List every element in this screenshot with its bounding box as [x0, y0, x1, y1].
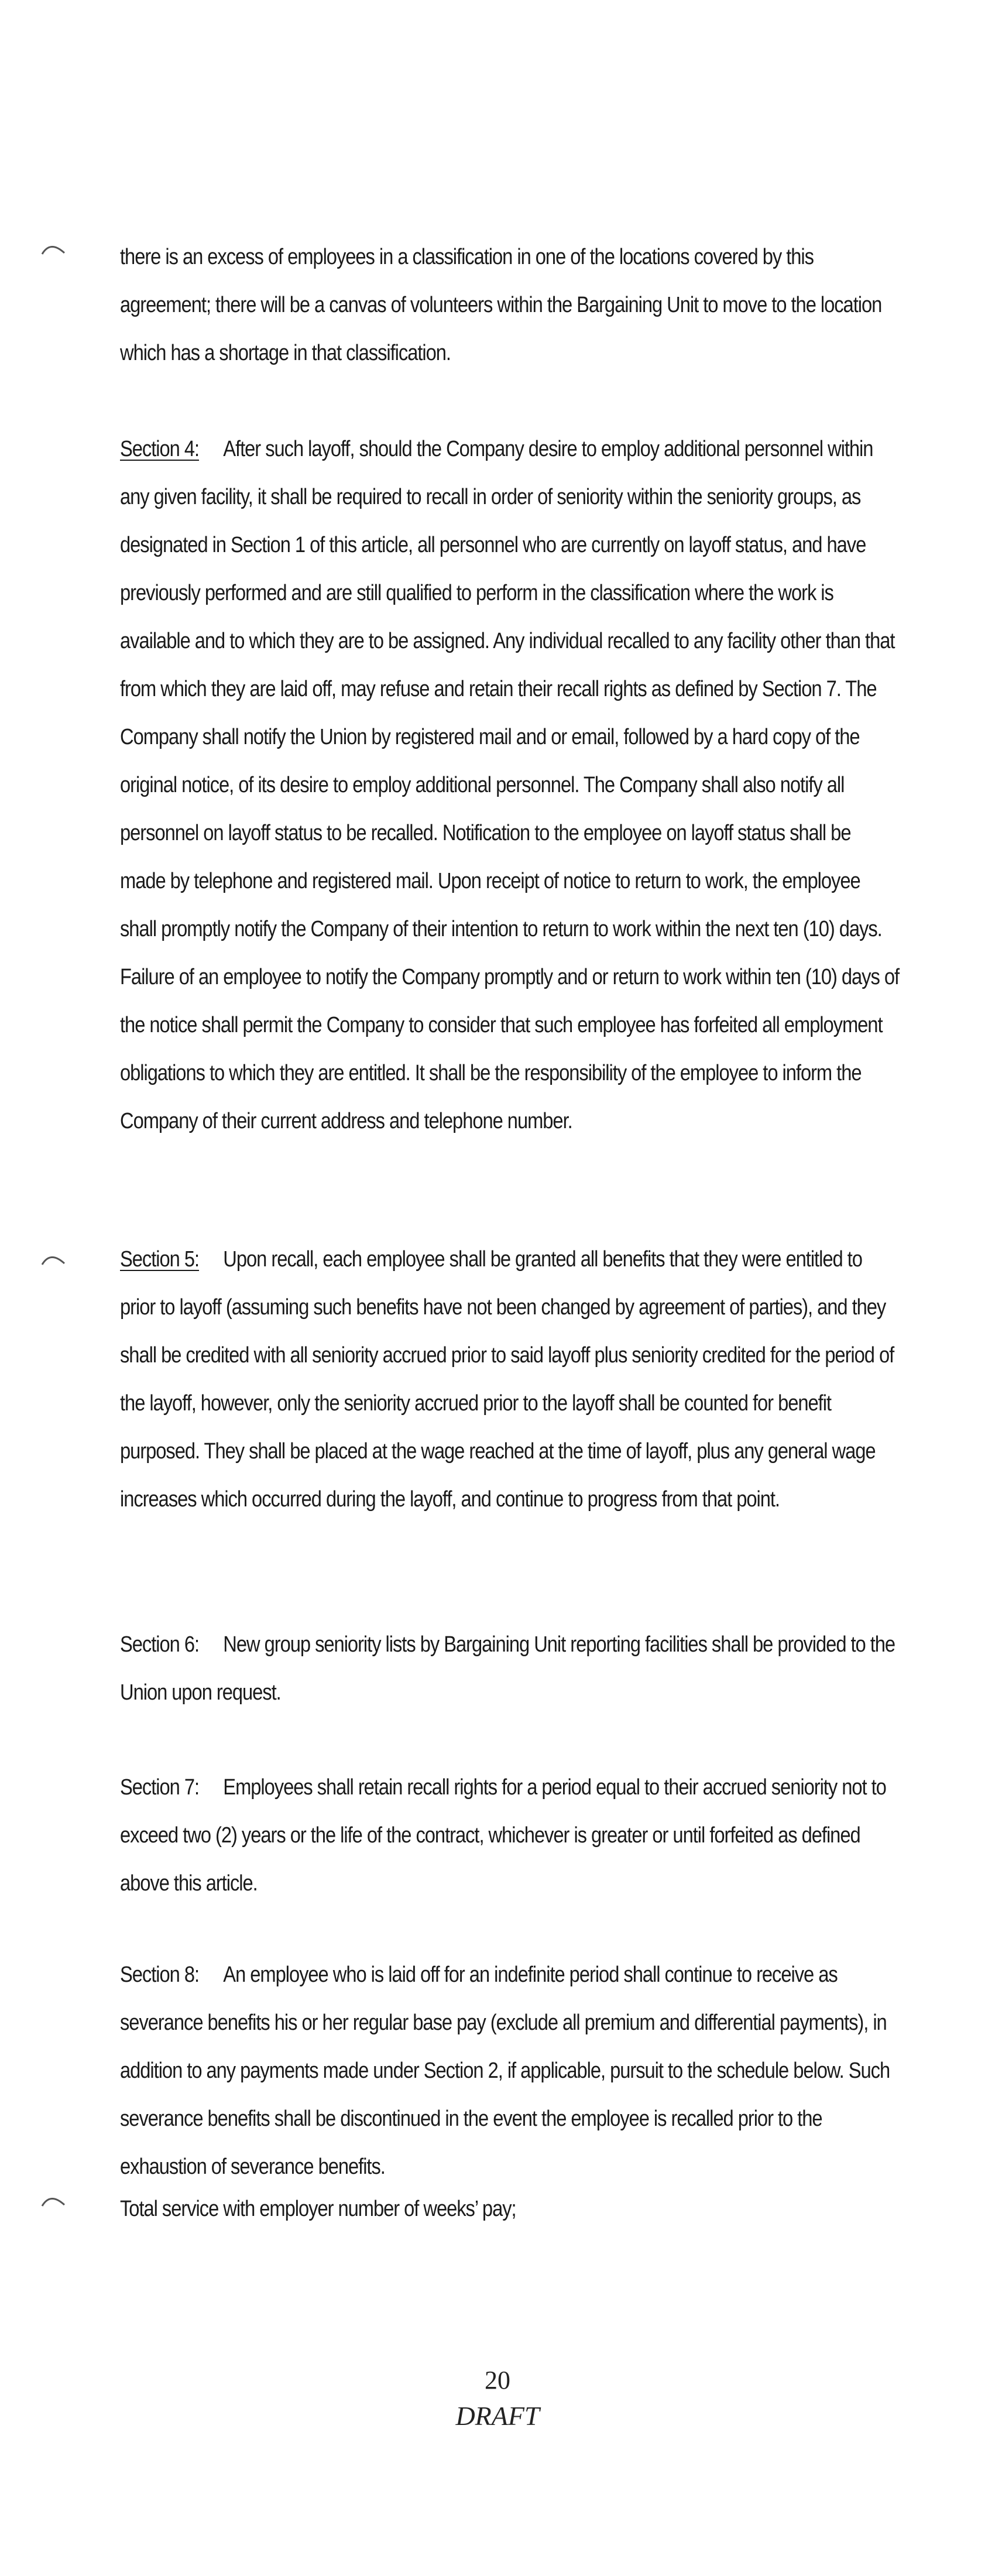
section-6-label: Section 6:	[120, 1632, 200, 1657]
section-7-text: Employees shall retain recall rights for a period equal to their accrued seniority not to exceed two (2) years or the life of the contract, whichever is greater or until forfeited as defined above this article.	[120, 1775, 886, 1896]
section-8	[120, 1951, 900, 2191]
section-6	[120, 1621, 900, 1717]
revision-arc-icon	[40, 1249, 67, 1267]
total-service-paragraph	[120, 2185, 900, 2233]
section-7-label: Section 7:	[120, 1775, 200, 1800]
continuation-paragraph	[120, 233, 900, 377]
draft-label: DRAFT	[455, 2401, 540, 2431]
section-5-label: Section 5:	[120, 1247, 200, 1272]
page-number: 20	[485, 2366, 510, 2395]
revision-arc-icon	[40, 239, 67, 256]
section-6-text: New group seniority lists by Bargaining Unit reporting facilities shall be provided to the Union upon request.	[120, 1632, 896, 1705]
total-service-text: Total service with employer number of weeks’ pay;	[120, 2197, 516, 2221]
section-5-text: Upon recall, each employee shall be granted all benefits that they were entitled to prior to layoff (assuming such benefits have not been changed by agreement of parties), and they shall be credited with all seniority accrued prior to said layoff plus seniority credited for the period of the layoff, however, only the seniority accrued prior to the layoff shall be counted for benefit purposed. They shall be placed at the wage reached at the time of layoff, plus any general wage increases which occurred during the layoff, and continue to progress from that point.	[120, 1247, 894, 1512]
section-5	[120, 1235, 900, 1523]
section-8-text: An employee who is laid off for an indefinite period shall continue to receive as severance benefits his or her regular base pay (exclude all premium and differential payments), in addition to any payments made under Section 2, if applicable, pursuit to the schedule below. Such severance benefits shall be discontinued in the event the employee is recalled prior to the exhaustion of severance benefits.	[120, 1962, 890, 2179]
section-4-text: After such layoff, should the Company desire to employ additional personnel within any given facility, it shall be required to recall in order of seniority within the seniority groups, as designated in Section 1 of this article, all personnel who are currently on layoff status, and have previously performed and are still qualified to perform in the classification where the work is available and to which they are to be assigned. Any individual recalled to any facility other than that from which they are laid off, may refuse and retain their recall rights as defined by Section 7. The Company shall notify the Union by registered mail and or email, followed by a hard copy of the original notice, of its desire to employ additional personnel. The Company shall also notify all personnel on layoff status to be recalled. Notification to the employee on layoff status shall be made by telephone and registered mail. Upon receipt of notice to return to work, the employee shall promptly notify the Company of their intention to return to work within the next ten (10) days. Failure of an employee to notify the Company promptly and or return to work within ten (10) days of the notice shall permit the Company to consider that such employee has forfeited all employment obligations to which they are entitled. It shall be the responsibility of the employee to inform the Company of their current address and telephone number.	[120, 437, 900, 1133]
paragraph-text: there is an excess of employees in a classification in one of the locations covered by this agreement; there will be a canvas of volunteers within the Bargaining Unit to move to the location which has a shortage in that classification.	[120, 245, 882, 365]
section-4	[120, 425, 900, 1145]
revision-arc-icon	[40, 2191, 67, 2208]
section-4-label: Section 4:	[120, 437, 200, 461]
section-8-label: Section 8:	[120, 1962, 200, 1987]
section-7	[120, 1763, 900, 1907]
